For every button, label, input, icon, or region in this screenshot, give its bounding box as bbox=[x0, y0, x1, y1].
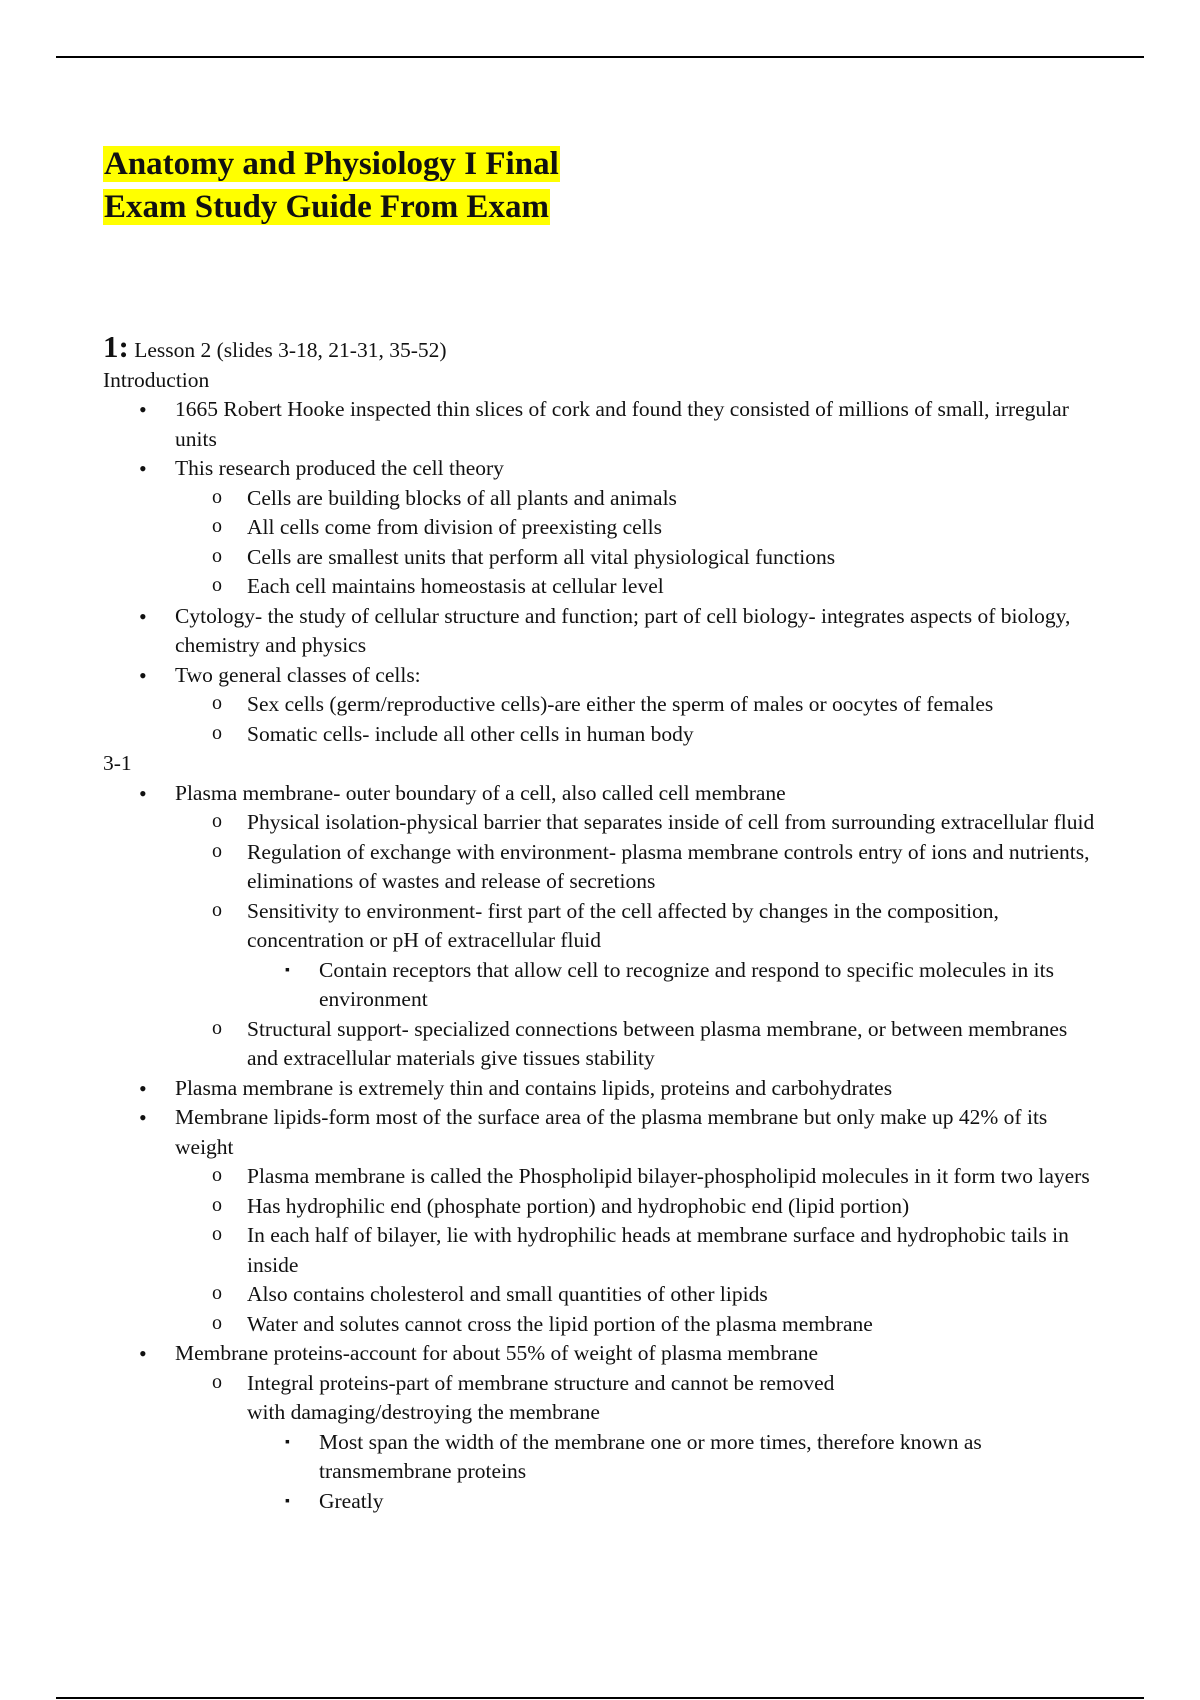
sub-list bbox=[175, 484, 1103, 602]
list-item: o Has hydrophilic end (phosphate portion) and hydrophobic end (lipid portion) bbox=[175, 1192, 1103, 1222]
document-title bbox=[103, 143, 560, 229]
section-heading bbox=[103, 329, 1103, 366]
sub-list bbox=[175, 808, 1103, 1074]
list-item: o Cells are smallest units that perform all vital physiological functions bbox=[175, 543, 1103, 573]
list-item: o Somatic cells- include all other cells in human body bbox=[175, 720, 1103, 750]
introduction-list bbox=[103, 395, 1103, 749]
list-item: • Membrane lipids-form most of the surface area of the plasma membrane but only make up 42% of its weight o Plasma membrane is called the Phospholipid bilayer-phospholipid molecules in it form two layers o Has hydrophilic end (phosphate portion) and hydrophobic end (lipid portion) o In each half of bilayer, lie with hydrophilic heads at membrane surface and hydrophobic tails in inside o Also contains cholesterol and small quantities of other lipids o Water and solutes cannot cross the lipid portion of the plasma membrane bbox=[103, 1103, 1103, 1339]
sub-sub-list bbox=[247, 1428, 1103, 1517]
list-item: o Each cell maintains homeostasis at cellular level bbox=[175, 572, 1103, 602]
list-item: o Sex cells (germ/reproductive cells)-are either the sperm of males or oocytes of females bbox=[175, 690, 1103, 720]
list-item: • Membrane proteins-account for about 55% of weight of plasma membrane o Integral proteins-part of membrane structure and cannot be removed with damaging/destroying the membrane ▪ Most span the width of the membrane one or more times, therefore known as transmembrane proteins ▪ Greatly bbox=[103, 1339, 1103, 1516]
top-rule bbox=[56, 56, 1144, 58]
list-item: o Structural support- specialized connections between plasma membrane, or between membranes and extracellular materials give tissues stability bbox=[175, 1015, 1103, 1074]
sub-list bbox=[175, 1162, 1103, 1339]
section-3-1-label: 3-1 bbox=[103, 751, 132, 775]
list-item: ▪ Contain receptors that allow cell to recognize and respond to specific molecules in its environment bbox=[247, 956, 1103, 1015]
list-item: o Integral proteins-part of membrane structure and cannot be removed with damaging/destroying the membrane ▪ Most span the width of the membrane one or more times, therefore known as transmembrane proteins ▪ Greatly bbox=[175, 1369, 1103, 1517]
list-item: o Plasma membrane is called the Phospholipid bilayer-phospholipid molecules in it form two layers bbox=[175, 1162, 1103, 1192]
title-line-2: Exam Study Guide From Exam bbox=[104, 189, 549, 225]
list-item: o Sensitivity to environment- first part of the cell affected by changes in the composition, concentration or pH of extracellular fluid ▪ Contain receptors that allow cell to recognize and respond to specific molecules in its environment bbox=[175, 897, 1103, 1015]
list-item: o Also contains cholesterol and small quantities of other lipids bbox=[175, 1280, 1103, 1310]
list-item: • Two general classes of cells: o Sex cells (germ/reproductive cells)-are either the sperm of males or oocytes of females o Somatic cells- include all other cells in human body bbox=[103, 661, 1103, 750]
section-3-1-list bbox=[103, 779, 1103, 1517]
list-item: • Cytology- the study of cellular structure and function; part of cell biology- integrates aspects of biology, chemistry and physics bbox=[103, 602, 1103, 661]
list-item: • 1665 Robert Hooke inspected thin slices of cork and found they consisted of millions of small, irregular units bbox=[103, 395, 1103, 454]
title-line-1: Anatomy and Physiology I Final bbox=[104, 146, 559, 182]
list-item: o Physical isolation-physical barrier that separates inside of cell from surrounding extracellular fluid bbox=[175, 808, 1103, 838]
sub-sub-list bbox=[247, 956, 1103, 1015]
list-item: • Plasma membrane- outer boundary of a cell, also called cell membrane o Physical isolation-physical barrier that separates inside of cell from surrounding extracellular fluid o Regulation of exchange with environment- plasma membrane controls entry of ions and nutrients, eliminations of wastes and release of secretions o Sensitivity to environment- first part of the cell affected by changes in the composition, concentration or pH of extracellular fluid ▪ Contain receptors that allow cell to recognize and respond to specific molecules in its environment o Structural support- specialized connections between plasma membrane, or between membranes and extracellular materials give tissues stability bbox=[103, 779, 1103, 1074]
list-item: o Cells are building blocks of all plants and animals bbox=[175, 484, 1103, 514]
bottom-rule bbox=[56, 1697, 1144, 1699]
list-item: • This research produced the cell theory o Cells are building blocks of all plants and animals o All cells come from division of preexisting cells o Cells are smallest units that perform all vital physiological functions o Each cell maintains homeostasis at cellular level bbox=[103, 454, 1103, 602]
list-item: o Regulation of exchange with environment- plasma membrane controls entry of ions and nutrients, eliminations of wastes and release of secretions bbox=[175, 838, 1103, 897]
section-heading-text: Lesson 2 (slides 3-18, 21-31, 35-52) bbox=[128, 338, 447, 362]
introduction-label: Introduction bbox=[103, 367, 210, 392]
list-item: • Plasma membrane is extremely thin and contains lipids, proteins and carbohydrates bbox=[103, 1074, 1103, 1104]
sub-list bbox=[175, 690, 1103, 749]
list-item: o Water and solutes cannot cross the lipid portion of the plasma membrane bbox=[175, 1310, 1103, 1340]
section-number: 1: bbox=[103, 329, 129, 364]
list-item: ▪ Greatly bbox=[247, 1487, 1103, 1517]
document-body bbox=[103, 329, 1103, 1516]
sub-list bbox=[175, 1369, 1103, 1517]
list-item: o In each half of bilayer, lie with hydrophilic heads at membrane surface and hydrophobic tails in inside bbox=[175, 1221, 1103, 1280]
list-item: ▪ Most span the width of the membrane one or more times, therefore known as transmembrane proteins bbox=[247, 1428, 1103, 1487]
list-item: o All cells come from division of preexisting cells bbox=[175, 513, 1103, 543]
